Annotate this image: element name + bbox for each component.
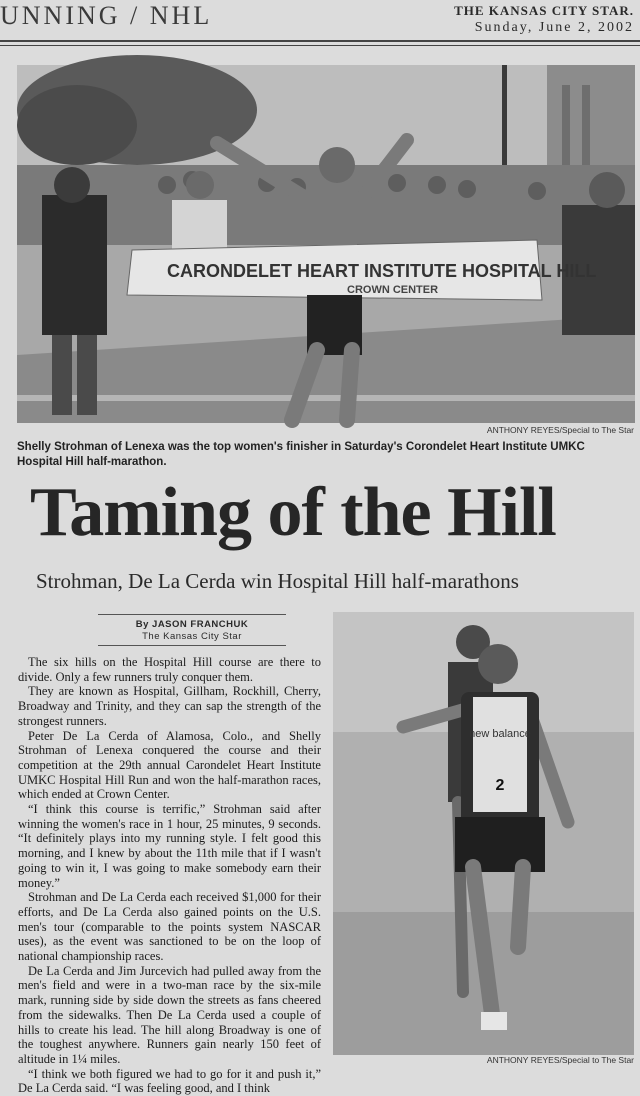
article-paragraph: The six hills on the Hospital Hill course are there to divide. Only a few runners truly conquer them. — [18, 655, 321, 684]
header-rule-thin — [0, 45, 640, 46]
banner-text: CARONDELET HEART INSTITUTE HOSPITAL HILL — [167, 261, 597, 281]
runners-photo — [333, 612, 634, 1055]
article-paragraph: Peter De La Cerda of Alamosa, Colo., and Shelly Strohman of Lenexa conquered the course and their competition at the 29th annual Carondelet Heart Institute UMKC Hospital Hill Run and won the half-marathon races, which ended at Crown Center. — [18, 728, 321, 802]
byline-rule-top — [98, 614, 286, 615]
banner-subtext: CROWN CENTER — [347, 284, 439, 296]
header-rule — [0, 40, 640, 42]
byline-org: The Kansas City Star — [142, 631, 242, 642]
section-label: UNNING / NHL — [0, 1, 213, 30]
byline-author: By JASON FRANCHUK — [135, 619, 249, 630]
photo-caption: Shelly Strohman of Lenexa was the top women's finisher in Saturday's Corondelet Heart Institute UMKC Hospital Hill half-marathon. — [17, 441, 585, 468]
publication-date: Sunday, June 2, 2002 — [474, 20, 634, 35]
subheadline: Strohman, De La Cerda win Hospital Hill half-marathons — [36, 569, 519, 593]
article-body — [18, 655, 321, 1096]
headline: Taming of the Hill — [30, 474, 556, 551]
finish-line-photo — [17, 65, 635, 423]
article-paragraph: “I think we both figured we had to go for it and push it,” De La Cerda said. “I was feeling good, and I think — [18, 1066, 321, 1096]
photo-credit-bottom: ANTHONY REYES/Special to The Star — [486, 1055, 634, 1065]
newspaper-name: THE KANSAS CITY STAR. — [454, 3, 634, 18]
photo-credit-top: ANTHONY REYES/Special to The Star — [486, 425, 634, 435]
article-paragraph: Strohman and De La Cerda each received $1,000 for their efforts, and De La Cerda also gained points on the U.S. men's tour (comparable to the points system NASCAR uses), as the event was sanctioned to be on the loop of national championship races. — [18, 890, 321, 964]
bib-number: 2 — [495, 777, 505, 794]
article-paragraph: They are known as Hospital, Gillham, Rockhill, Cherry, Broadway and Trinity, and they can sap the strength of the strongest runners. — [18, 684, 321, 728]
byline-rule-bottom — [98, 645, 286, 646]
bib-brand: new balance — [469, 728, 531, 740]
article-paragraph: “I think this course is terrific,” Strohman said after winning the women's race in 1 hour, 25 minutes, 9 seconds. “It definitely plays into my running style. I felt good this morning, and I knew by about the 11th mile that if I wasn't going to win it, I was going to make somebody earn their money.” — [18, 802, 321, 890]
article-paragraph: De La Cerda and Jim Jurcevich had pulled away from the men's field and were in a two-man race by the six-mile mark, running side by side down the streets as fans cheered from the sidewalks. Then De La Cerda used a couple of hills to create his lead. The hill along Broadway is one of the toughest anywhere. Runners gain nearly 150 feet of altitude in 1¼ miles. — [18, 963, 321, 1066]
